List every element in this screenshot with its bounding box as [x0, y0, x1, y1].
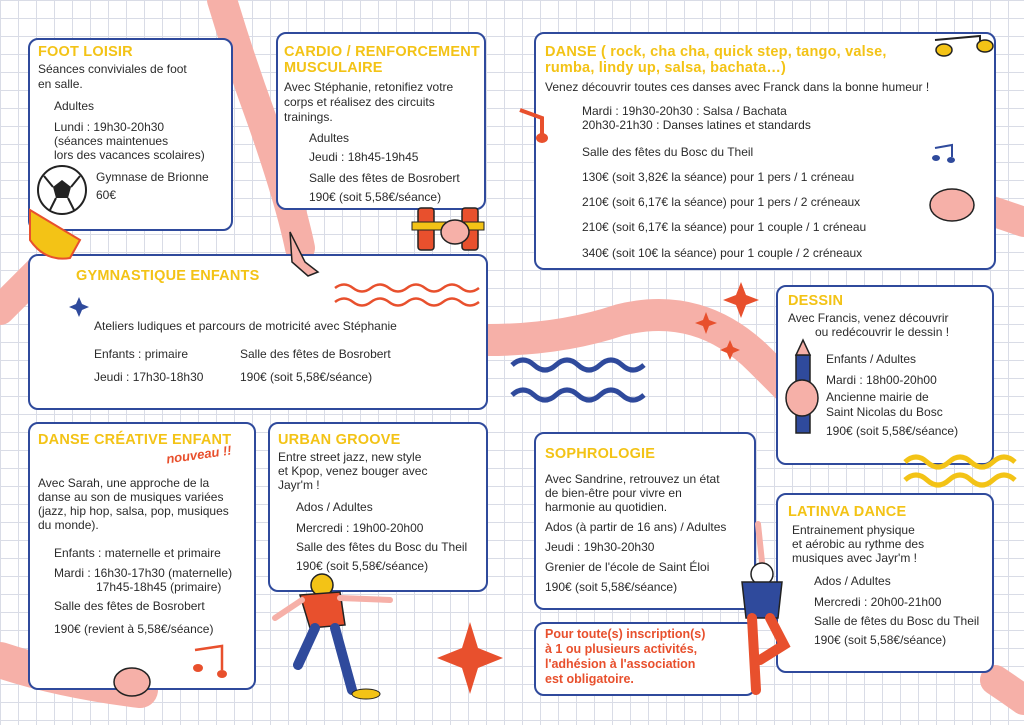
cardio-schedule: Jeudi : 18h45-19h45: [309, 150, 419, 164]
cardio-desc-1: Avec Stéphanie, retonifiez votre: [284, 80, 454, 94]
dumbbell-icon: [412, 208, 484, 250]
gym-title: GYMNASTIQUE ENFANTS: [76, 268, 260, 284]
latinva-place: Salle de fêtes du Bosc du Theil: [814, 614, 980, 628]
notice-line-1: Pour toute(s) inscription(s): [545, 627, 706, 641]
urban-price: 190€ (soit 5,58€/séance): [296, 559, 429, 573]
creative-place: Salle des fêtes de Bosrobert: [54, 599, 205, 613]
sophro-price: 190€ (soit 5,58€/séance): [545, 580, 678, 594]
gym-schedule: Jeudi : 17h30-18h30: [94, 370, 204, 384]
urban-public: Ados / Adultes: [296, 500, 373, 514]
gym-desc: Ateliers ludiques et parcours de motricité avec Stéphanie: [94, 319, 397, 333]
creative-schedule-2: 17h45-18h45 (primaire): [96, 580, 222, 594]
sophro-desc-1: Avec Sandrine, retrouvez un état: [545, 472, 720, 486]
latinva-schedule: Mercredi : 20h00-21h00: [814, 595, 942, 609]
dessin-place-1: Ancienne mairie de: [826, 390, 929, 404]
gym-price: 190€ (soit 5,58€/séance): [240, 370, 373, 384]
foot-schedule-3: lors des vacances scolaires): [54, 148, 205, 162]
danse-price-3: 210€ (soit 6,17€ la séance) pour 1 couple / 1 créneau: [582, 220, 867, 234]
creative-desc-1: Avec Sarah, une approche de la: [38, 476, 210, 490]
urban-schedule: Mercredi : 19h00-20h00: [296, 521, 424, 535]
foot-public: Adultes: [54, 99, 95, 113]
creative-public: Enfants : maternelle et primaire: [54, 546, 221, 560]
sophro-public: Ados (à partir de 16 ans) / Adultes: [545, 520, 727, 534]
dessin-desc-1: Avec Francis, venez découvrir: [788, 311, 949, 325]
dancing-person-illustration: [275, 574, 390, 699]
cardio-desc-3: trainings.: [284, 110, 333, 124]
latinva-price: 190€ (soit 5,58€/séance): [814, 633, 947, 647]
dessin-title: DESSIN: [788, 293, 844, 309]
danse-place: Salle des fêtes du Bosc du Theil: [582, 145, 754, 159]
cardio-title-2: MUSCULAIRE: [284, 60, 383, 76]
danse-desc: Venez découvrir toutes ces danses avec Franck dans la bonne humeur !: [545, 80, 930, 94]
cardio-price: 190€ (soit 5,58€/séance): [309, 190, 442, 204]
foot-schedule-2: (séances maintenues: [54, 134, 169, 148]
urban-desc-1: Entre street jazz, new style: [278, 450, 422, 464]
cardio-title-1: CARDIO / RENFORCEMENT: [284, 44, 480, 60]
foot-desc-2: en salle.: [38, 77, 83, 91]
star-icon: [695, 312, 717, 334]
cardio-place: Salle des fêtes de Bosrobert: [309, 171, 460, 185]
creative-desc-4: du monde).: [38, 518, 99, 532]
urban-desc-3: Jayr'm !: [278, 478, 320, 492]
creative-price: 190€ (revient à 5,58€/séance): [54, 622, 214, 636]
foot-place: Gymnase de Brionne: [96, 170, 209, 184]
notice-line-2: à 1 ou plusieurs activités,: [545, 642, 698, 656]
creative-desc-3: (jazz, hip hop, salsa, pop, musiques: [38, 504, 229, 518]
star-icon: [720, 340, 740, 360]
creative-title: DANSE CRÉATIVE ENFANT: [38, 432, 232, 448]
latinva-public: Ados / Adultes: [814, 574, 891, 588]
foot-title: FOOT LOISIR: [38, 44, 133, 60]
urban-title: URBAN GROOVE: [278, 432, 401, 448]
latinva-desc-3: musiques avec Jayr'm !: [792, 551, 917, 565]
cardio-public: Adultes: [309, 131, 350, 145]
dessin-place-2: Saint Nicolas du Bosc: [826, 405, 943, 419]
foot-price: 60€: [96, 188, 117, 202]
sophro-schedule: Jeudi : 19h30-20h30: [545, 540, 655, 554]
notice-line-3: l'adhésion à l'association: [545, 657, 696, 671]
urban-desc-2: et Kpop, venez bouger avec: [278, 464, 428, 478]
blue-wave-decoration: [512, 360, 644, 370]
danse-price-2: 210€ (soit 6,17€ la séance) pour 1 pers / 2 créneaux: [582, 195, 861, 209]
danse-price-4: 340€ (soit 10€ la séance) pour 1 couple / 2 créneaux: [582, 246, 863, 260]
arm-center-illustration: [488, 315, 800, 400]
dessin-price: 190€ (soit 5,58€/séance): [826, 424, 959, 438]
sophro-title: SOPHROLOGIE: [545, 446, 656, 462]
foot-schedule-1: Lundi : 19h30-20h30: [54, 120, 165, 134]
sophro-desc-3: harmonie au quotidien.: [545, 500, 668, 514]
cardio-desc-2: corps et réalisez des circuits: [284, 95, 435, 109]
danse-schedule-2: 20h30-21h30 : Danses latines et standards: [582, 118, 811, 132]
sophro-desc-2: de bien-être pour vivre en: [545, 486, 682, 500]
dessin-desc-2: ou redécouvrir le dessin !: [815, 325, 950, 339]
foot-desc-1: Séances conviviales de foot: [38, 62, 187, 76]
gym-place: Salle des fêtes de Bosrobert: [240, 347, 391, 361]
danse-title-2: rumba, lindy up, salsa, bachata…): [545, 60, 787, 76]
danse-title-1: DANSE ( rock, cha cha, quick step, tango, valse,: [545, 44, 887, 60]
latinva-desc-2: et aérobic au rythme des: [792, 537, 925, 551]
danse-schedule-1: Mardi : 19h30-20h30 : Salsa / Bachata: [582, 104, 787, 118]
star-icon: [437, 622, 503, 694]
notice-line-4: est obligatoire.: [545, 672, 634, 686]
sophro-place: Grenier de l'école de Saint Éloi: [545, 560, 710, 574]
creative-desc-2: danse au son de musiques variées: [38, 490, 224, 504]
urban-place: Salle des fêtes du Bosc du Theil: [296, 540, 468, 554]
dessin-public: Enfants / Adultes: [826, 352, 917, 366]
star-icon: [723, 282, 759, 318]
latinva-title: LATINVA DANCE: [788, 504, 907, 520]
gym-public: Enfants : primaire: [94, 347, 189, 361]
danse-price-1: 130€ (soit 3,82€ la séance) pour 1 pers / 1 créneau: [582, 170, 855, 184]
dessin-schedule: Mardi : 18h00-20h00: [826, 373, 937, 387]
creative-schedule-1: Mardi : 16h30-17h30 (maternelle): [54, 566, 233, 580]
nouveau-badge: nouveau !!: [165, 442, 233, 467]
latinva-desc-1: Entrainement physique: [792, 523, 915, 537]
